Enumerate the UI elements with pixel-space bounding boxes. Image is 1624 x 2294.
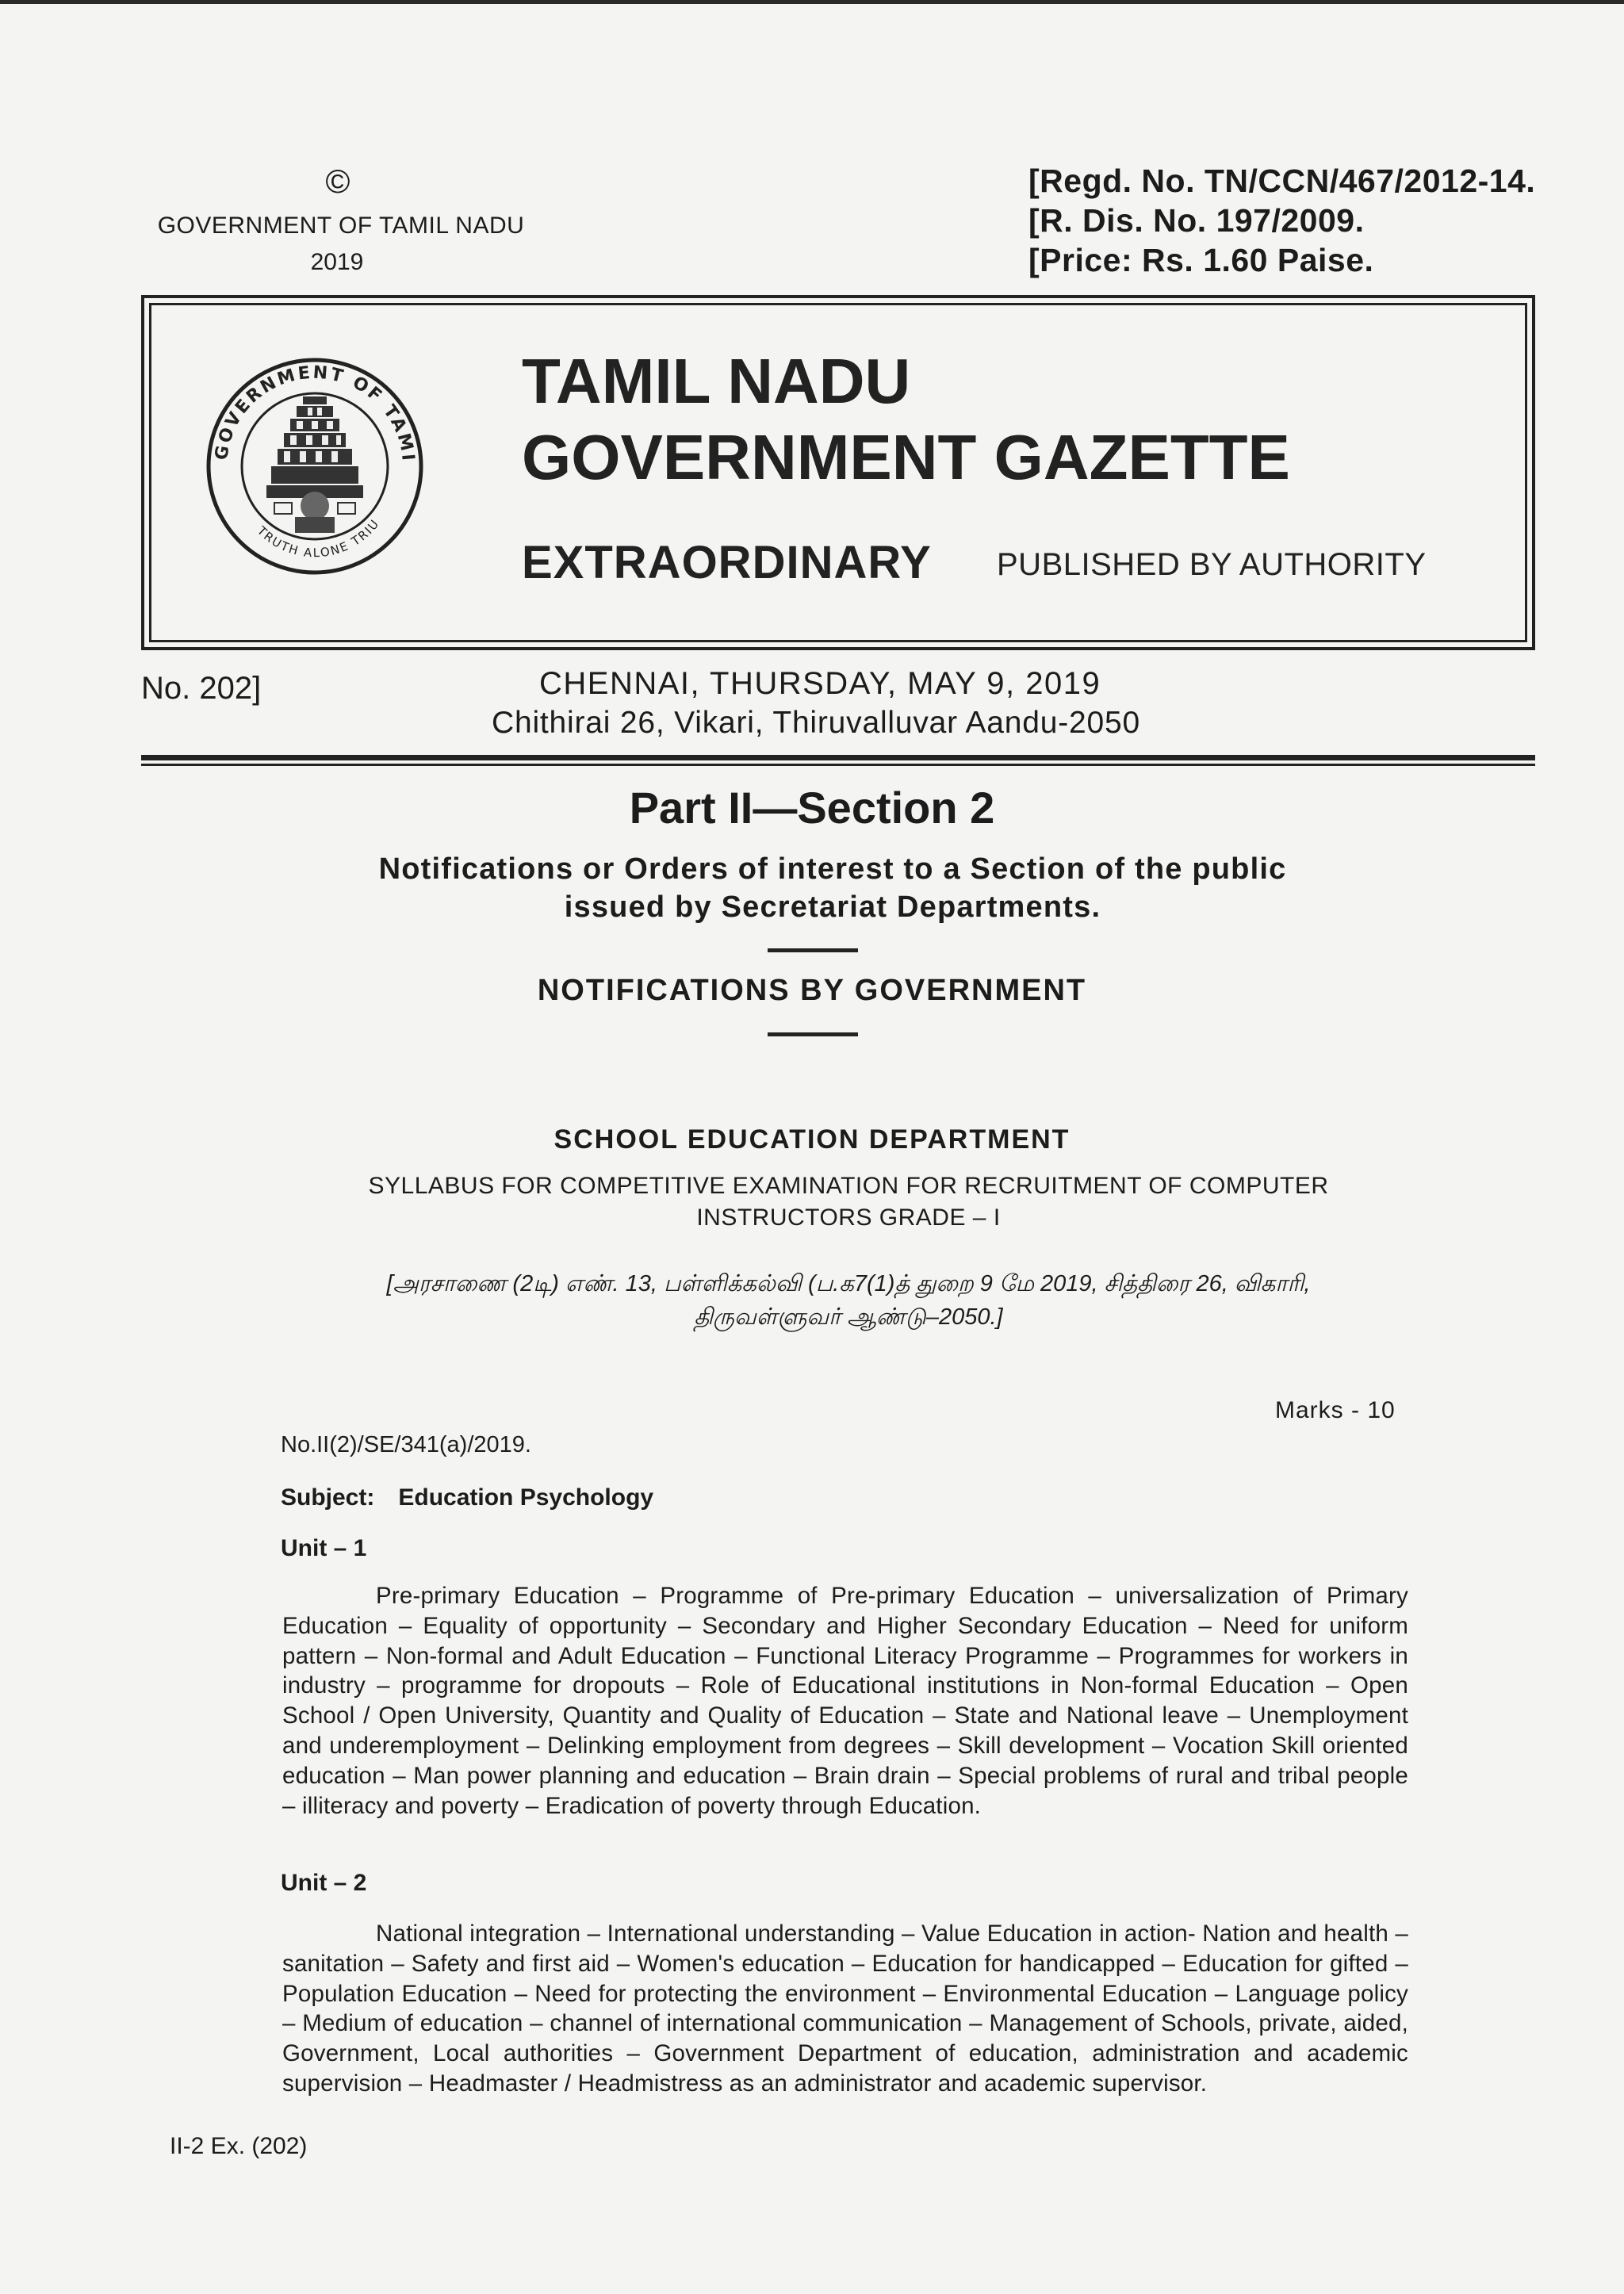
price: [Price: Rs. 1.60 Paise.	[1028, 242, 1374, 278]
emblem-arc-text: GOVERNMENT OF TAMI	[211, 362, 419, 464]
subject-value: Education Psychology	[398, 1484, 654, 1511]
syllabus-title-line1: SYLLABUS FOR COMPETITIVE EXAMINATION FOR RECRUITMENT OF COMPUTER	[368, 1173, 1329, 1199]
unit-1-heading: Unit – 1	[281, 1535, 367, 1561]
part-section-heading: Part II—Section 2	[629, 783, 995, 833]
subject-label: Subject:	[281, 1484, 375, 1511]
section-description-line1: Notifications or Orders of interest to a Section of the public	[378, 852, 1287, 886]
gazette-title-line1: TAMIL NADU	[522, 346, 911, 416]
issue-date: CHENNAI, THURSDAY, MAY 9, 2019	[539, 666, 1101, 701]
issue-tamil-date: Chithirai 26, Vikari, Thiruvalluvar Aandu-2050	[492, 706, 1140, 740]
tamil-government-order-reference	[301, 1267, 1396, 1334]
marks-label: Marks - 10	[1275, 1397, 1396, 1423]
tamil-reference-line1: [அரசாணை (2டி) எண். 13, பள்ளிக்கல்வி (ப.க7(1)த் துறை 9 மே 2019, சித்திரை 26, விகாரி,	[386, 1271, 1311, 1296]
registration-block	[1028, 161, 1535, 280]
double-rule-thick	[141, 755, 1535, 760]
government-name: GOVERNMENT OF TAMIL NADU	[157, 213, 525, 239]
short-divider	[768, 948, 858, 952]
syllabus-title-line2: INSTRUCTORS GRADE – I	[696, 1204, 1001, 1231]
section-description-line2: issued by Secretariat Departments.	[564, 890, 1101, 924]
notification-reference-number: No.II(2)/SE/341(a)/2019.	[281, 1432, 531, 1457]
unit-2-heading: Unit – 2	[281, 1870, 367, 1896]
registration-number: [Regd. No. TN/CCN/467/2012-14.	[1028, 163, 1536, 199]
extraordinary-label: EXTRAORDINARY	[522, 537, 932, 588]
syllabus-title	[333, 1170, 1364, 1234]
copyright-symbol: ©	[325, 163, 350, 200]
tamil-reference-line2: திருவள்ளுவர் ஆண்டு–2050.]	[694, 1304, 1003, 1330]
issue-number: No. 202]	[141, 671, 262, 706]
notifications-heading: NOTIFICATIONS BY GOVERNMENT	[537, 974, 1087, 1007]
short-divider	[768, 1032, 858, 1036]
department-name: SCHOOL EDUCATION DEPARTMENT	[553, 1124, 1071, 1155]
subject-line	[281, 1484, 653, 1511]
unit-2-text: National integration – International understanding – Value Education in action- Nation and health – sanitation – Safety and first aid – Women's education – Education for handicapped – Education for gifted – Population Education – Need for protecting the environment – Environmental Education – Language policy – Medium of education – channel of international communication – Management of Schools, private, aided, Government, Local authorities – Government Department of education, administration and academic supervision – Headmaster / Headmistress as an administrator and academic supervisor.	[282, 1921, 1408, 2097]
footer-code: II-2 Ex. (202)	[170, 2133, 308, 2159]
dispatch-number: [R. Dis. No. 197/2009.	[1028, 202, 1365, 239]
published-by-authority: PUBLISHED BY AUTHORITY	[997, 547, 1427, 582]
tamil-nadu-emblem-icon	[203, 347, 427, 587]
emblem-motto: TRUTH ALONE TRIU	[254, 515, 383, 561]
top-border-line	[0, 0, 1624, 4]
gazette-title-line2: GOVERNMENT GAZETTE	[522, 422, 1290, 492]
double-rule-thin	[141, 764, 1535, 766]
section-description	[301, 850, 1364, 926]
unit-1-text: Pre-primary Education – Programme of Pre-primary Education – universalization of Primary Education – Equality of opportunity – Secondary and Higher Secondary Education – Need for uniform pattern – Non-formal and Adult Education – Functional Literacy Programme – Programmes for workers in industry – programme for dropouts – Role of Educational institutions in Non-formal Education – Open School / Open University, Quantity and Quality of Education – State and National leave – Unemployment and underemployment – Delinking employment from degrees – Skill development – Vocation Skill oriented education – Man power planning and education – Brain drain – Special problems of rural and tribal people – illiteracy and poverty – Eradication of poverty through Education.	[282, 1583, 1408, 1819]
publication-year: 2019	[310, 249, 364, 275]
